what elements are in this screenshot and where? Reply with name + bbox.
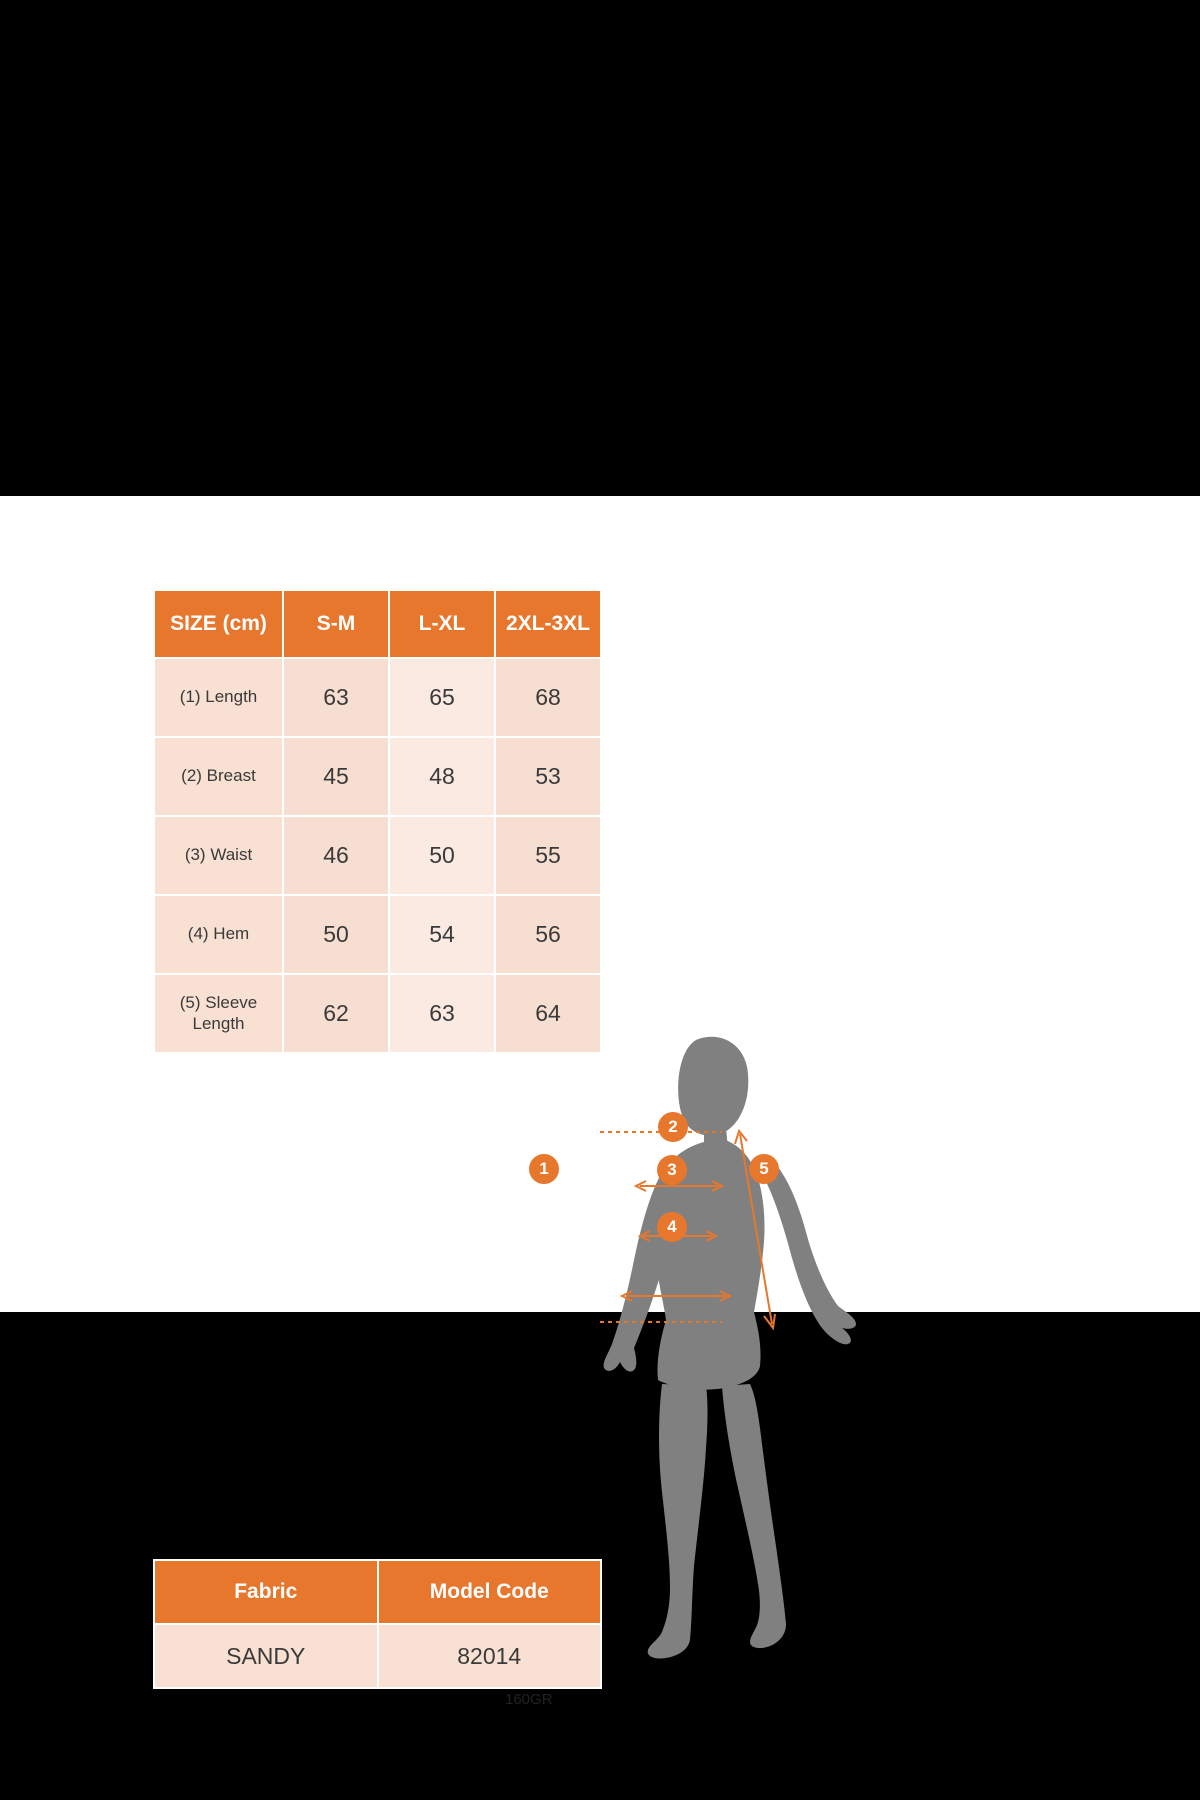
table-row (154, 974, 601, 1053)
table-row (154, 658, 601, 737)
cell-hem-2xl-3xl: 56 (495, 895, 601, 974)
cell-hem-l-xl: 54 (389, 895, 495, 974)
size-measurement-table (153, 589, 602, 1054)
cell-sleeve-l-xl: 63 (389, 974, 495, 1053)
letterbox-top (0, 0, 1200, 496)
header-s-m: S-M (283, 590, 389, 658)
size-chart-canvas (0, 496, 1200, 1708)
header-fabric: Fabric (154, 1560, 378, 1624)
cell-hem-s-m: 50 (283, 895, 389, 974)
mannequin-diagram (600, 1036, 930, 1676)
row-label-breast: (2) Breast (154, 737, 283, 816)
table-row (154, 737, 601, 816)
row-label-length: (1) Length (154, 658, 283, 737)
fabric-model-table (153, 1559, 602, 1689)
table-row (154, 895, 601, 974)
marker-3-waist: 3 (657, 1155, 687, 1185)
table-row (154, 816, 601, 895)
cell-length-s-m: 63 (283, 658, 389, 737)
row-label-waist: (3) Waist (154, 816, 283, 895)
marker-2-breast: 2 (658, 1112, 688, 1142)
cell-breast-s-m: 45 (283, 737, 389, 816)
cell-sleeve-2xl-3xl: 64 (495, 974, 601, 1053)
cell-waist-l-xl: 50 (389, 816, 495, 895)
header-l-xl: L-XL (389, 590, 495, 658)
cell-waist-2xl-3xl: 55 (495, 816, 601, 895)
female-silhouette (604, 1037, 856, 1659)
cell-model-code-value: 82014 (378, 1624, 602, 1688)
marker-5-sleeve: 5 (749, 1154, 779, 1184)
header-size-cm: SIZE (cm) (154, 590, 283, 658)
fabric-weight-note: 160GR (505, 1691, 553, 1708)
cell-breast-2xl-3xl: 53 (495, 737, 601, 816)
marker-4-hem: 4 (657, 1212, 687, 1242)
header-2xl-3xl: 2XL-3XL (495, 590, 601, 658)
cell-waist-s-m: 46 (283, 816, 389, 895)
marker-1-length: 1 (529, 1154, 559, 1184)
row-label-sleeve-length: (5) Sleeve Length (154, 974, 283, 1053)
row-label-hem: (4) Hem (154, 895, 283, 974)
table-header-row (154, 590, 601, 658)
cell-breast-l-xl: 48 (389, 737, 495, 816)
cell-length-2xl-3xl: 68 (495, 658, 601, 737)
cell-sleeve-s-m: 62 (283, 974, 389, 1053)
header-model-code: Model Code (378, 1560, 602, 1624)
footer-header-row (154, 1560, 601, 1624)
cell-length-l-xl: 65 (389, 658, 495, 737)
footer-value-row (154, 1624, 601, 1688)
cell-fabric-value: SANDY (154, 1624, 378, 1688)
